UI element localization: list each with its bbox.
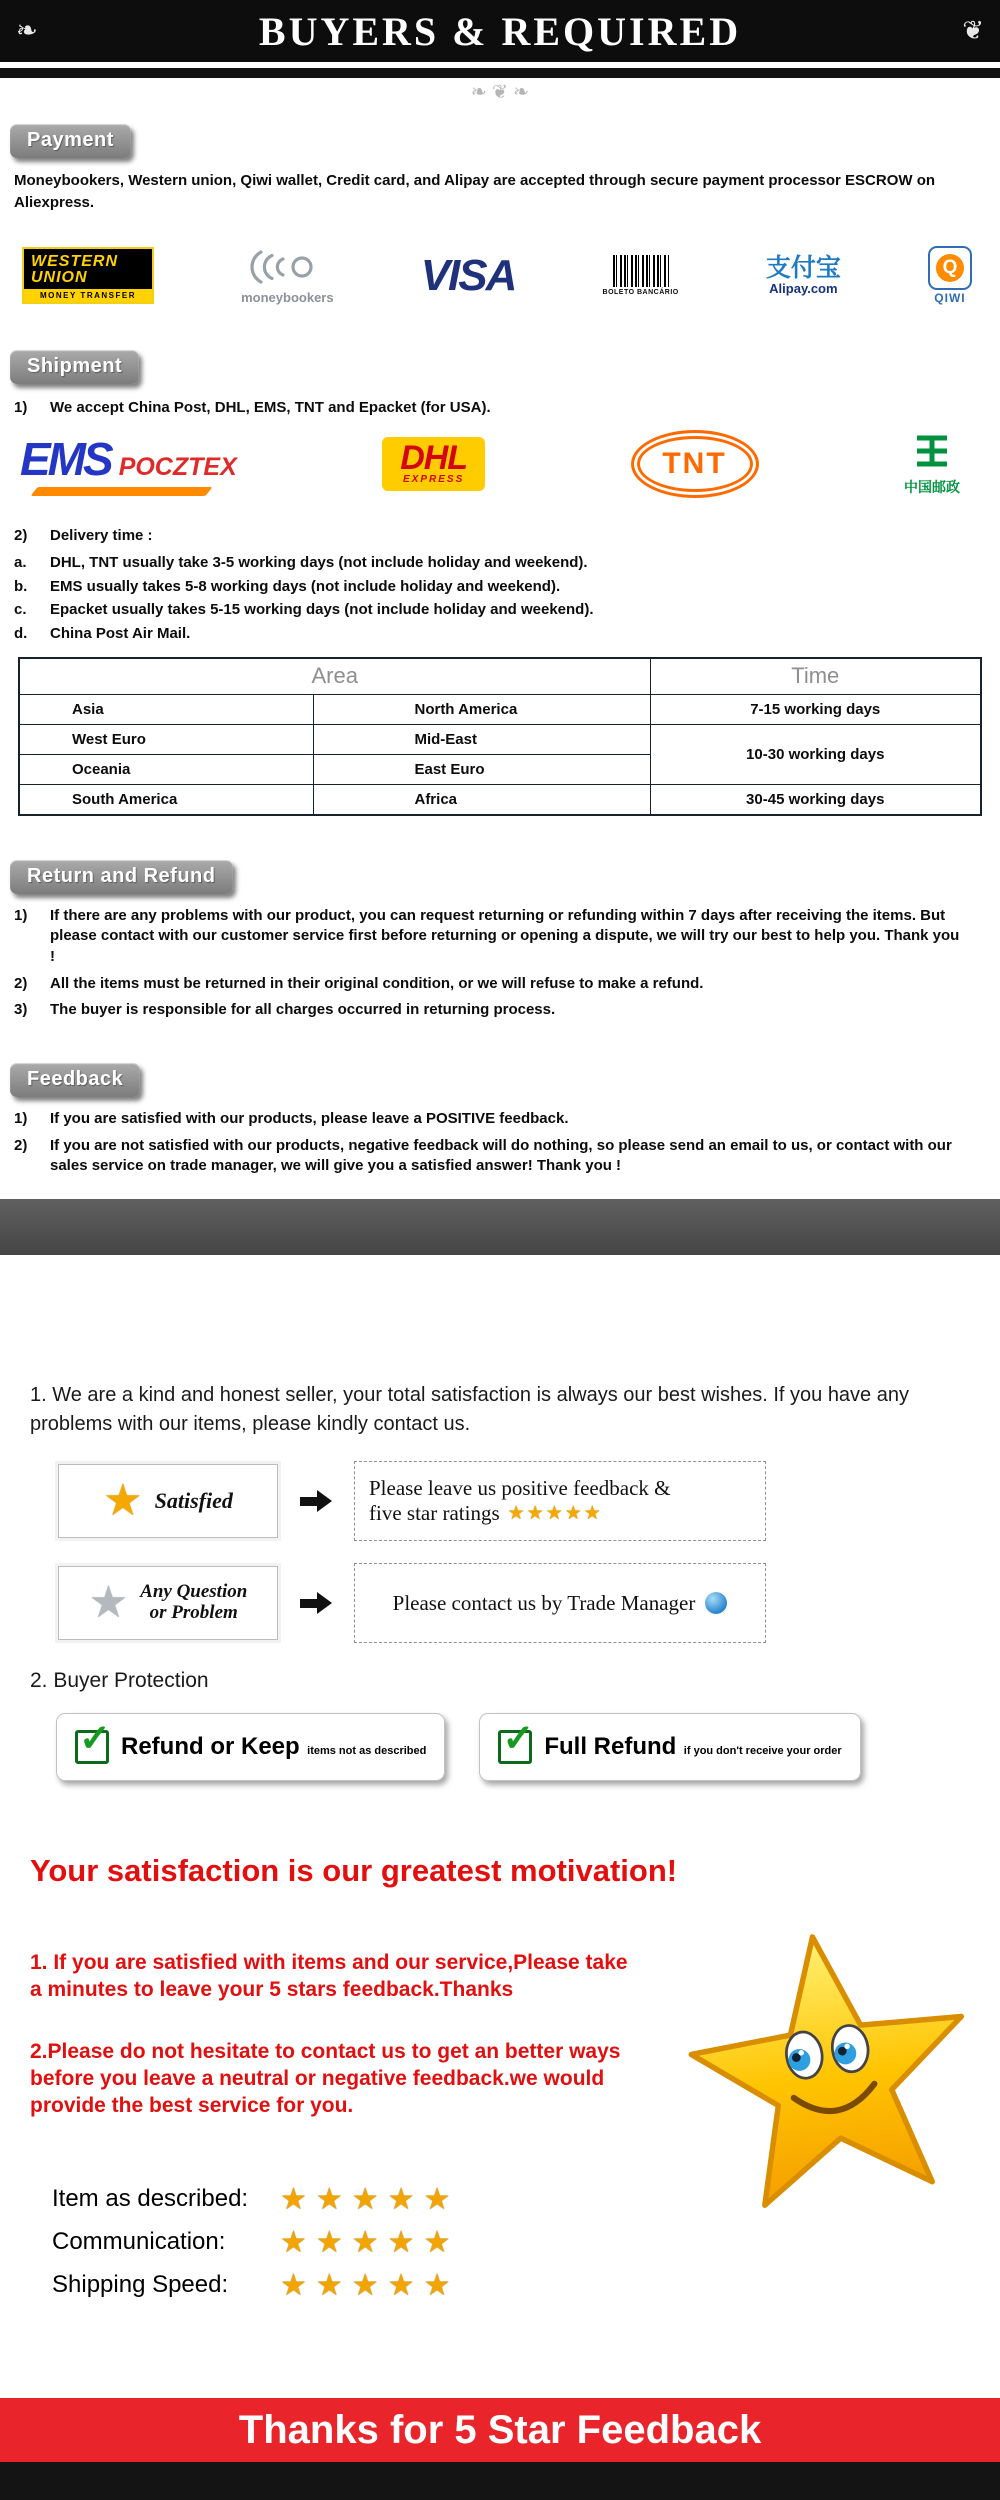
- list-number: 2): [14, 527, 28, 545]
- western-union-line1: WESTERN: [31, 252, 118, 270]
- motivation-paragraph-2: 2.Please do not hesitate to contact us to get an better ways before you leave a neutral or negative feedback.we would provide the best service for you.: [30, 2039, 621, 2118]
- smiley-star-mascot: [682, 1911, 982, 2241]
- thanks-banner: [0, 2398, 1000, 2462]
- feedback-request-line1: Please leave us positive feedback &: [369, 1476, 671, 1501]
- arrow-shaft: [300, 1497, 317, 1506]
- dhl-label: DHL: [400, 439, 468, 478]
- table-row: [19, 724, 981, 754]
- table-cell: East Euro: [314, 754, 650, 784]
- table-row: [19, 694, 981, 724]
- list-text: Delivery time :: [50, 527, 153, 545]
- qiwi-frame-icon: [928, 246, 972, 290]
- right-arrow-icon: [300, 1592, 332, 1614]
- western-union-strip: MONEY TRANSFER: [24, 289, 152, 302]
- feedback-item: [14, 1136, 1000, 1177]
- qiwi-mark-icon: Q: [936, 254, 964, 282]
- table-cell: Asia: [19, 694, 314, 724]
- feedback-list: [0, 1109, 1000, 1177]
- table-header-time: Time: [650, 658, 981, 695]
- boleto-logo: [603, 255, 679, 296]
- arrow-head: [317, 1592, 332, 1614]
- header-banner: [0, 0, 1000, 62]
- gray-star-icon: ★: [88, 1578, 129, 1628]
- arrow-head: [317, 1490, 332, 1512]
- feedback-badge: Feedback: [10, 1063, 140, 1097]
- green-check-icon: [75, 1718, 111, 1764]
- rating-label: Shipping Speed:: [52, 2271, 229, 2299]
- list-number: 1): [14, 1110, 28, 1128]
- payment-section: [0, 124, 1000, 316]
- table-header-row: [19, 658, 981, 695]
- protection-text: [121, 1733, 426, 1761]
- dhl-logo: [382, 437, 485, 491]
- five-stars-icon: ★★★★★: [280, 2182, 460, 2216]
- question-label-line1: Any Question: [140, 1581, 248, 1603]
- barcode-icon: [613, 255, 669, 287]
- five-stars-icon: ★★★★★: [507, 1503, 603, 1525]
- question-box: [58, 1566, 278, 1640]
- delivery-item: [14, 600, 1000, 621]
- protection-subtitle: if you don't receive your order: [683, 1745, 842, 1758]
- return-item: [14, 1000, 1000, 1021]
- payment-badge: Payment: [10, 124, 131, 158]
- western-union-wordmark: [24, 249, 152, 290]
- shipment-accept-line: [14, 398, 1000, 419]
- motivation-section: [0, 1853, 1000, 2302]
- table-header-area: Area: [19, 658, 650, 695]
- question-label-line2: or Problem: [149, 1602, 238, 1624]
- divider-bar: [0, 68, 1000, 78]
- delivery-item: [14, 577, 1000, 598]
- tnt-label: TNT: [662, 447, 727, 481]
- banner-left-flourish-icon: ❧: [16, 15, 38, 45]
- five-stars-icon: ★★★★★: [280, 2225, 460, 2259]
- flourish-ornament-icon: ❧ ❦ ❧: [470, 82, 530, 103]
- list-number: 2): [14, 1136, 28, 1154]
- page-title: BUYERS & REQUIRED: [258, 8, 742, 54]
- motivation-paragraph-1: 1. If you are satisfied with items and our service,Please take a minutes to leave your 5 stars feedback.Thanks: [30, 1951, 628, 2002]
- return-refund-section: [0, 860, 1000, 1021]
- gold-star-icon: ★: [103, 1476, 143, 1526]
- payment-logos-row: [22, 236, 972, 316]
- moneybookers-arcs-icon: [245, 247, 329, 287]
- protection-subtitle: items not as described: [307, 1745, 427, 1758]
- alipay-chinese-label: 支付宝: [765, 253, 841, 282]
- protection-title: Full Refund: [544, 1733, 677, 1761]
- table-cell: 30-45 working days: [650, 784, 981, 815]
- moneybookers-logo: [241, 247, 333, 305]
- list-text: Epacket usually takes 5-15 working days (not include holiday and weekend).: [50, 601, 594, 619]
- table-cell: Mid-East: [314, 724, 650, 754]
- pocztex-label: POCZTEX: [118, 453, 237, 482]
- feedback-item: [14, 1109, 1000, 1130]
- shipment-badge: Shipment: [10, 350, 139, 384]
- qiwi-logo: [928, 246, 972, 305]
- delivery-time-block: [0, 526, 1000, 644]
- satisfaction-section: [0, 1381, 1000, 1781]
- list-text: We accept China Post, DHL, EMS, TNT and Epacket (for USA).: [50, 398, 491, 416]
- contact-box: [354, 1563, 766, 1643]
- return-item: [14, 974, 1000, 995]
- payment-description: Moneybookers, Western union, Qiwi wallet, Credit card, and Alipay are accepted through secure payment processor ESCROW on Aliexpress.: [14, 172, 936, 211]
- list-text: If you are not satisfied with our products, negative feedback will do nothing, so please send an email to us, or contact with our sales service on trade manager, we will give you a satisfied answer! Thank you !: [50, 1136, 952, 1175]
- buyer-protection-row: [56, 1713, 1000, 1781]
- table-cell: Africa: [314, 784, 650, 815]
- list-text: If there are any problems with our product, you can request returning or refunding within 7 days after receiving the items. But please contact with our customer service first before returning or opening a dispute, we will try our best to help you. Thank you !: [50, 906, 960, 965]
- section-divider-band: [0, 1199, 1000, 1255]
- rating-row: [52, 2268, 1000, 2303]
- return-refund-badge: Return and Refund: [10, 860, 233, 894]
- arrow-shaft: [300, 1599, 317, 1608]
- moneybookers-label: moneybookers: [241, 289, 334, 305]
- list-number: 2): [14, 974, 28, 992]
- buyer-protection-title: 2. Buyer Protection: [30, 1669, 209, 1693]
- delivery-item: [14, 624, 1000, 645]
- table-cell: North America: [314, 694, 650, 724]
- visa-logo: VISA: [420, 250, 516, 300]
- feedback-request-line2: [369, 1501, 751, 1526]
- green-check-icon: [498, 1718, 535, 1764]
- table-cell: South America: [19, 784, 314, 815]
- list-text: DHL, TNT usually take 3-5 working days (not include holiday and weekend).: [50, 553, 588, 571]
- ems-label: EMS: [20, 433, 111, 486]
- table-cell: 10-30 working days: [650, 724, 981, 784]
- satisfied-row: [58, 1461, 1000, 1541]
- banner-right-flourish-icon: ❦: [962, 15, 984, 45]
- trade-manager-icon: [705, 1592, 727, 1614]
- table-cell: West Euro: [19, 724, 314, 754]
- protection-text: [544, 1733, 841, 1761]
- boleto-label: BOLETO BANCÁRIO: [602, 289, 679, 296]
- table-row: [19, 784, 981, 815]
- china-post-logo: [904, 431, 960, 497]
- alipay-domain-label: Alipay.com: [769, 281, 838, 297]
- five-stars-icon: ★★★★★: [280, 2268, 460, 2302]
- western-union-logo: [22, 247, 154, 305]
- contact-text: Please contact us by Trade Manager: [392, 1590, 696, 1615]
- rating-label: Item as described:: [52, 2185, 249, 2213]
- list-letter: c.: [14, 601, 27, 619]
- list-text: All the items must be returned in their original condition, or we will refuse to make a refund.: [50, 974, 704, 992]
- shipment-section: [0, 350, 1000, 816]
- five-star-text: five star ratings: [369, 1501, 500, 1526]
- ems-swoosh-icon: [30, 487, 212, 496]
- list-text: The buyer is responsible for all charges occurred in returning process.: [50, 1001, 556, 1019]
- shipment-logos-row: [20, 428, 960, 500]
- table-cell: Oceania: [19, 754, 314, 784]
- china-post-emblem-icon: [911, 431, 953, 471]
- thanks-banner-text: Thanks for 5 Star Feedback: [238, 2407, 762, 2452]
- return-item: [14, 906, 1000, 968]
- positive-feedback-box: [354, 1461, 766, 1541]
- protection-title: Refund or Keep: [121, 1733, 300, 1761]
- question-row: [58, 1563, 1000, 1643]
- alipay-logo: [766, 255, 841, 296]
- rating-label: Communication:: [52, 2228, 226, 2256]
- list-letter: b.: [14, 577, 28, 595]
- list-number: 1): [14, 906, 28, 924]
- refund-or-keep-box: [56, 1713, 445, 1781]
- ems-wordmark: [20, 432, 237, 486]
- list-letter: a.: [14, 553, 27, 571]
- ems-logo: [20, 432, 237, 496]
- list-letter: d.: [14, 624, 28, 642]
- bottom-black-bar: [0, 2462, 1000, 2500]
- list-text: If you are satisfied with our products, please leave a POSITIVE feedback.: [50, 1110, 569, 1128]
- delivery-time-table: [18, 657, 982, 816]
- table-cell: 7-15 working days: [650, 694, 981, 724]
- satisfied-box: [58, 1464, 278, 1538]
- question-label: [140, 1582, 247, 1624]
- tnt-logo: [631, 430, 759, 498]
- qiwi-label: QIWI: [934, 291, 966, 305]
- return-refund-list: [0, 906, 1000, 1021]
- china-post-label: 中国邮政: [903, 479, 960, 496]
- satisfied-label: Satisfied: [154, 1488, 233, 1514]
- dhl-express-label: EXPRESS: [403, 474, 465, 486]
- delivery-item: [14, 553, 1000, 574]
- check-glyph: ✓: [79, 1718, 111, 1761]
- list-text: EMS usually takes 5-8 working days (not include holiday and weekend).: [50, 577, 561, 595]
- full-refund-box: [479, 1713, 860, 1781]
- check-glyph: ✓: [502, 1718, 535, 1761]
- motivation-heading: Your satisfaction is our greatest motivation!: [30, 1853, 678, 1889]
- list-number: 1): [14, 398, 28, 416]
- western-union-line2: UNION: [31, 269, 88, 286]
- list-text: China Post Air Mail.: [50, 624, 191, 642]
- satisfaction-intro: 1. We are a kind and honest seller, your total satisfaction is always our best wishes. If you have any problems with our items, please kindly contact us.: [30, 1384, 909, 1436]
- right-arrow-icon: [300, 1490, 332, 1512]
- feedback-section: [0, 1063, 1000, 1177]
- delivery-time-title: [14, 526, 1000, 547]
- list-number: 3): [14, 1001, 28, 1019]
